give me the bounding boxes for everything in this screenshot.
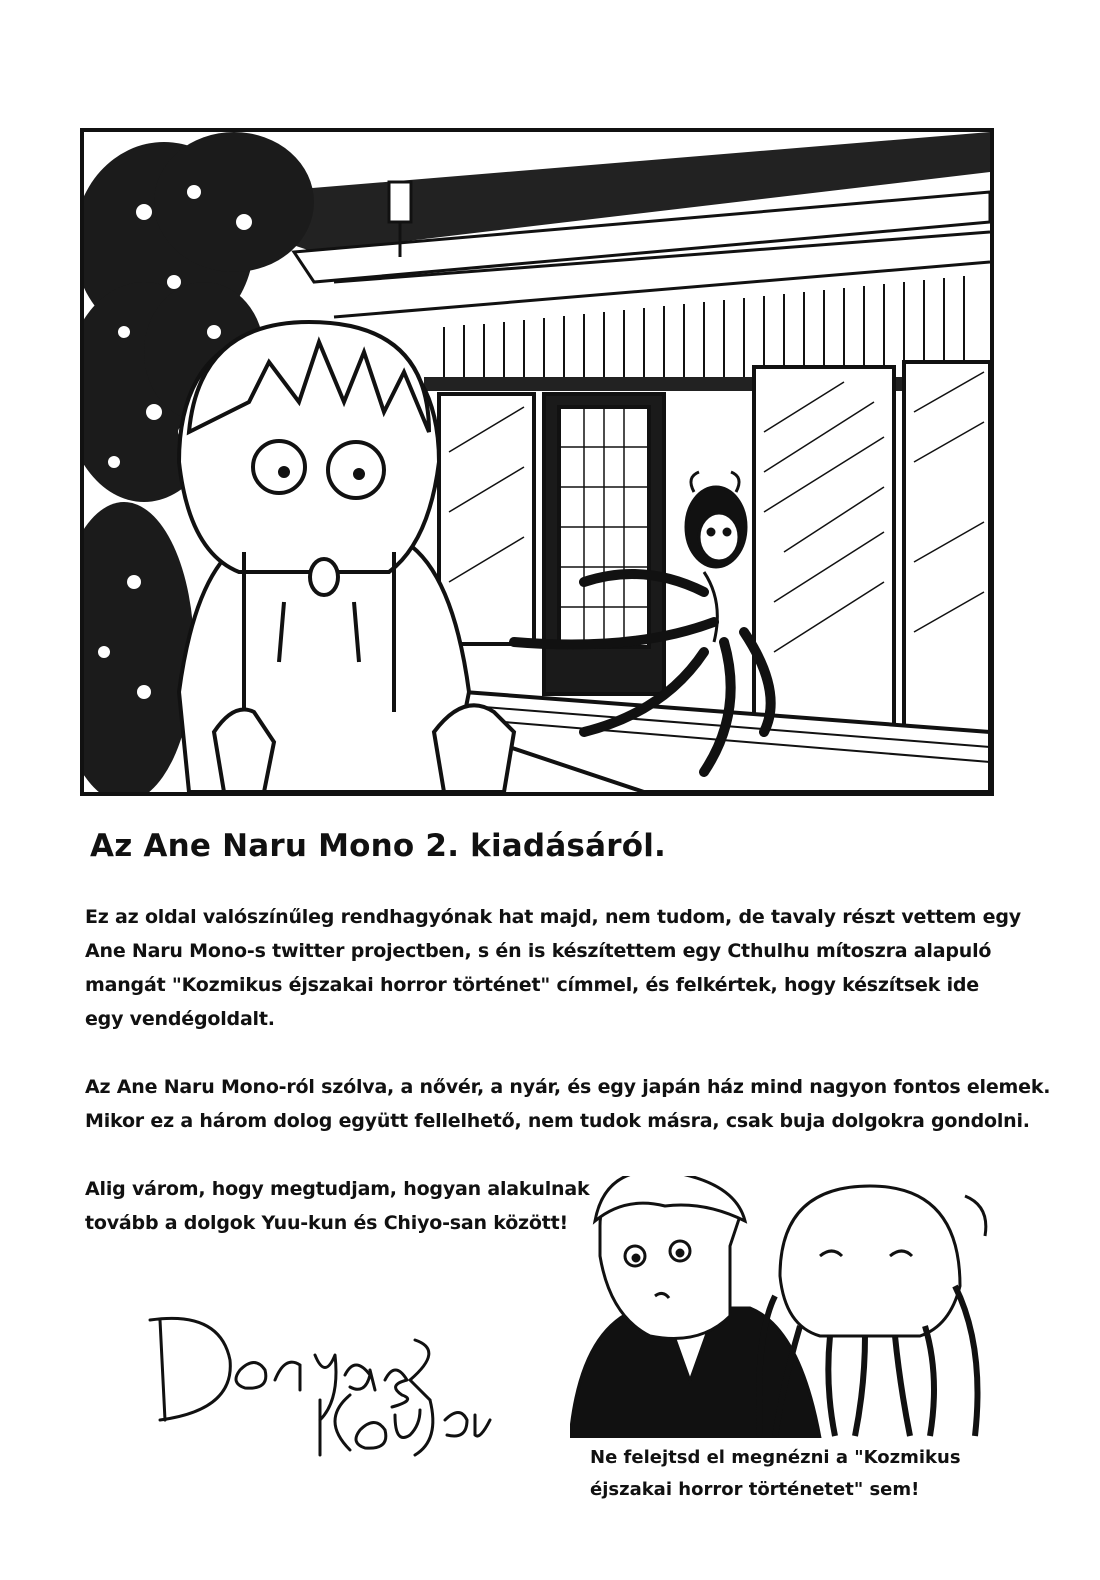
paragraph-line: Mikor ez a három dolog együtt fellelhető, nem tudok másra, csak buja dolgokra gondolni. xyxy=(85,1110,1030,1132)
paragraph-themes xyxy=(85,1070,1051,1138)
paragraph-line: Ane Naru Mono-s twitter projectben, s én is készítettem egy Cthulhu mítoszra alapuló xyxy=(85,940,992,962)
cthulhu-head xyxy=(780,1186,960,1336)
paragraph-line: egy vendégoldalt. xyxy=(85,1008,275,1030)
paragraph-line: mangát "Kozmikus éjszakai horror történet" címmel, és felkértek, hogy készítsek ide xyxy=(85,974,979,996)
paragraph-line: Ez az oldal valószínűleg rendhagyónak hat majd, nem tudom, de tavaly részt vettem egy xyxy=(85,906,1021,928)
manga-panel xyxy=(80,128,994,796)
caption-line: Ne felejtsd el megnézni a "Kozmikus xyxy=(590,1447,961,1468)
paragraph-intro xyxy=(85,900,1021,1036)
caption-line: éjszakai horror történetet" sem! xyxy=(590,1479,920,1500)
paragraph-line: Alig várom, hogy megtudjam, hogyan alakulnak xyxy=(85,1178,590,1200)
panel-illustration xyxy=(84,132,990,792)
lantern xyxy=(389,182,411,222)
paragraph-closing xyxy=(85,1172,590,1240)
paragraph-line: tovább a dolgok Yuu-kun és Chiyo-san között! xyxy=(85,1212,568,1234)
cthulhu-characters-illustration xyxy=(570,1176,990,1438)
page-heading: Az Ane Naru Mono 2. kiadásáról. xyxy=(90,828,666,864)
signature xyxy=(140,1300,500,1460)
illustration-caption xyxy=(590,1442,990,1506)
paragraph-line: Az Ane Naru Mono-ról szólva, a nővér, a nyár, és egy japán ház mind nagyon fontos elemek. xyxy=(85,1076,1051,1098)
